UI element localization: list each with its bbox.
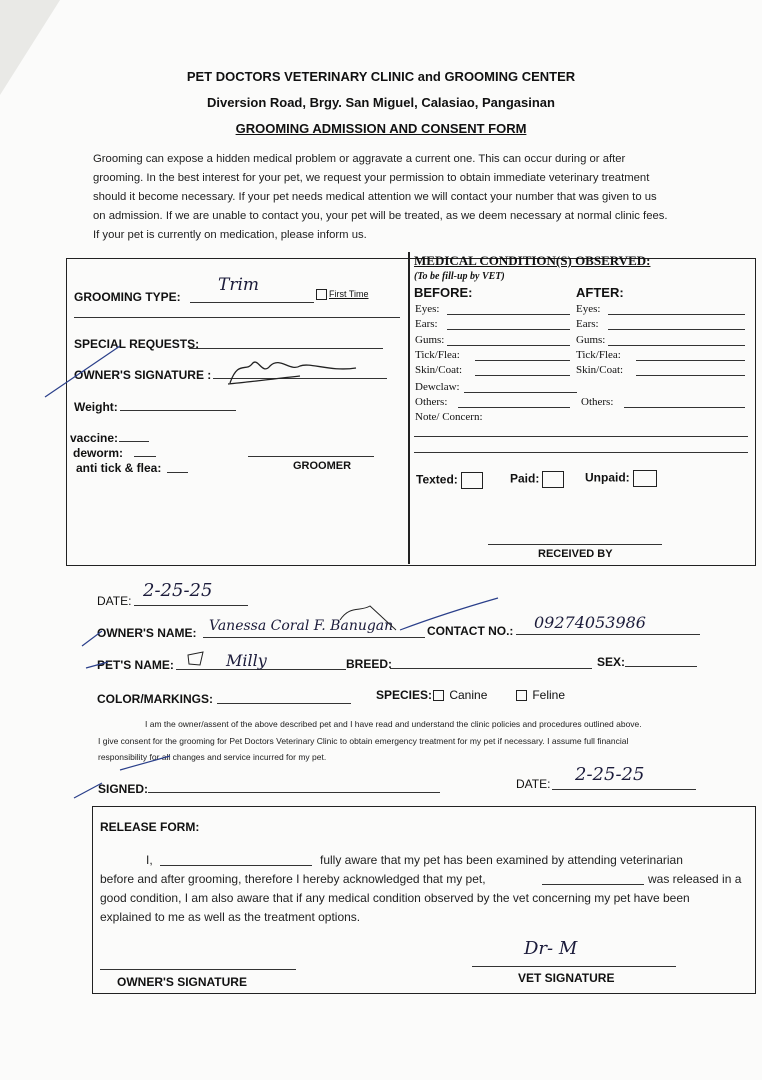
scribble-mark xyxy=(340,606,396,630)
unpaid-label: Unpaid: xyxy=(585,470,630,485)
special-requests-label: SPECIAL REQUESTS: xyxy=(74,337,200,351)
release-owner-signature-label: OWNER'S SIGNATURE xyxy=(117,975,247,989)
release-text: before and after grooming, therefore I hereby acknowledged that my pet, xyxy=(100,872,486,886)
pet-name-value: Milly xyxy=(226,651,267,670)
owner-name-label: OWNER'S NAME: xyxy=(97,626,197,640)
release-text: fully aware that my pet has been examined by attending veterinarian xyxy=(320,853,683,867)
sex-label: SEX: xyxy=(597,655,626,669)
intro-line: If your pet is currently on medication, please inform us. xyxy=(93,229,367,241)
vaccine-label: vaccine: xyxy=(70,431,119,445)
note-label: Note/ Concern: xyxy=(415,411,483,423)
release-title: RELEASE FORM: xyxy=(100,820,200,834)
i-label: I, xyxy=(146,853,153,867)
medical-title: MEDICAL CONDITION(S) OBSERVED: xyxy=(414,253,651,268)
intro-line: on admission. If we are unable to contact you, your pet will be treated, as we deem necessary at normal clinic fees. xyxy=(93,210,668,222)
weight-label: Weight: xyxy=(74,400,118,414)
deworm-label: deworm: xyxy=(73,446,124,460)
grooming-type-value: Trim xyxy=(218,275,260,295)
check-stroke xyxy=(74,631,170,798)
contact-value: 09274053986 xyxy=(534,613,646,632)
anti-tick-label: anti tick & flea: xyxy=(76,461,162,475)
pet-name-label: PET'S NAME: xyxy=(97,658,174,672)
release-text: explained to me as well as the treatment options. xyxy=(100,910,361,924)
clinic-name: PET DOCTORS VETERINARY CLINIC and GROOMING CENTER xyxy=(186,69,576,84)
release-text: was released in a xyxy=(648,872,742,886)
consent-line: I give consent for the grooming for Pet Doctors Veterinary Clinic to obtain emergency treatment for my pet if necessary. I assume full financial xyxy=(98,736,629,746)
intro-line: grooming. In the best interest for your pet, we request your permission to obtain immediate veterinary treatment xyxy=(93,172,650,184)
owner-name-value: Vanessa Coral F. Banugan xyxy=(209,618,394,634)
after-item-label: Gums: xyxy=(576,334,606,346)
vet-signature-value: Dr- M xyxy=(524,938,578,959)
form-title: GROOMING ADMISSION AND CONSENT FORM xyxy=(235,121,527,136)
before-item-label: Dewclaw: xyxy=(415,381,460,393)
before-item-label: Ears: xyxy=(415,318,438,330)
check-stroke xyxy=(400,598,498,630)
consent-date-label: DATE: xyxy=(516,777,551,791)
release-text: good condition, I am also aware that if any medical condition observed by the vet concerning my pet have been xyxy=(100,891,690,905)
after-item-label: Tick/Flea: xyxy=(576,349,621,361)
before-item-label: Gums: xyxy=(415,334,445,346)
before-item-label: Tick/Flea: xyxy=(415,349,460,361)
intro-line: Grooming can expose a hidden medical problem or aggravate a current one. This can occur during or after xyxy=(93,153,626,165)
first-time-label: First Time xyxy=(329,289,369,299)
canine-label: Canine xyxy=(449,688,488,702)
consent-date-value: 2-25-25 xyxy=(575,764,645,785)
medical-subtitle: (To be fill-up by VET) xyxy=(414,271,505,282)
received-by-label: RECEIVED BY xyxy=(538,548,613,560)
owner-signature-label: OWNER'S SIGNATURE : xyxy=(74,368,212,382)
after-item-label: Ears: xyxy=(576,318,599,330)
texted-label: Texted: xyxy=(416,472,458,487)
date-label: DATE: xyxy=(97,594,132,608)
after-item-label: Eyes: xyxy=(576,303,601,315)
intro-line: should it become necessary. If your pet needs medical attention we will contact your number that was given to us xyxy=(93,191,657,203)
signed-label: SIGNED: xyxy=(98,782,149,796)
paid-label: Paid: xyxy=(510,471,540,486)
before-item-label: Others: xyxy=(415,396,448,408)
color-label: COLOR/MARKINGS: xyxy=(97,692,213,706)
owner-signature-mark xyxy=(228,362,356,384)
species-label: SPECIES: xyxy=(376,688,433,702)
after-item-label: Others: xyxy=(581,396,614,408)
date-value: 2-25-25 xyxy=(143,580,213,601)
contact-label: CONTACT NO.: xyxy=(427,624,514,638)
before-item-label: Eyes: xyxy=(415,303,440,315)
consent-line: responsibility for all changes and service incurred for my pet. xyxy=(98,752,327,762)
breed-label: BREED: xyxy=(346,657,393,671)
check-stroke xyxy=(45,346,120,397)
feline-label: Feline xyxy=(532,688,566,702)
before-item-label: Skin/Coat: xyxy=(415,364,463,376)
release-vet-signature-label: VET SIGNATURE xyxy=(518,971,615,985)
after-label: AFTER: xyxy=(576,285,624,300)
consent-line: I am the owner/assent of the above described pet and I have read and understand the clinic policies and procedures outlined above. xyxy=(145,719,642,729)
grooming-type-label: GROOMING TYPE: xyxy=(74,290,181,304)
scribble-mark xyxy=(188,652,203,665)
clinic-address: Diversion Road, Brgy. San Miguel, Calasiao, Pangasinan xyxy=(207,95,555,110)
groomer-label: GROOMER xyxy=(293,460,352,472)
before-label: BEFORE: xyxy=(414,285,473,300)
after-item-label: Skin/Coat: xyxy=(576,364,624,376)
